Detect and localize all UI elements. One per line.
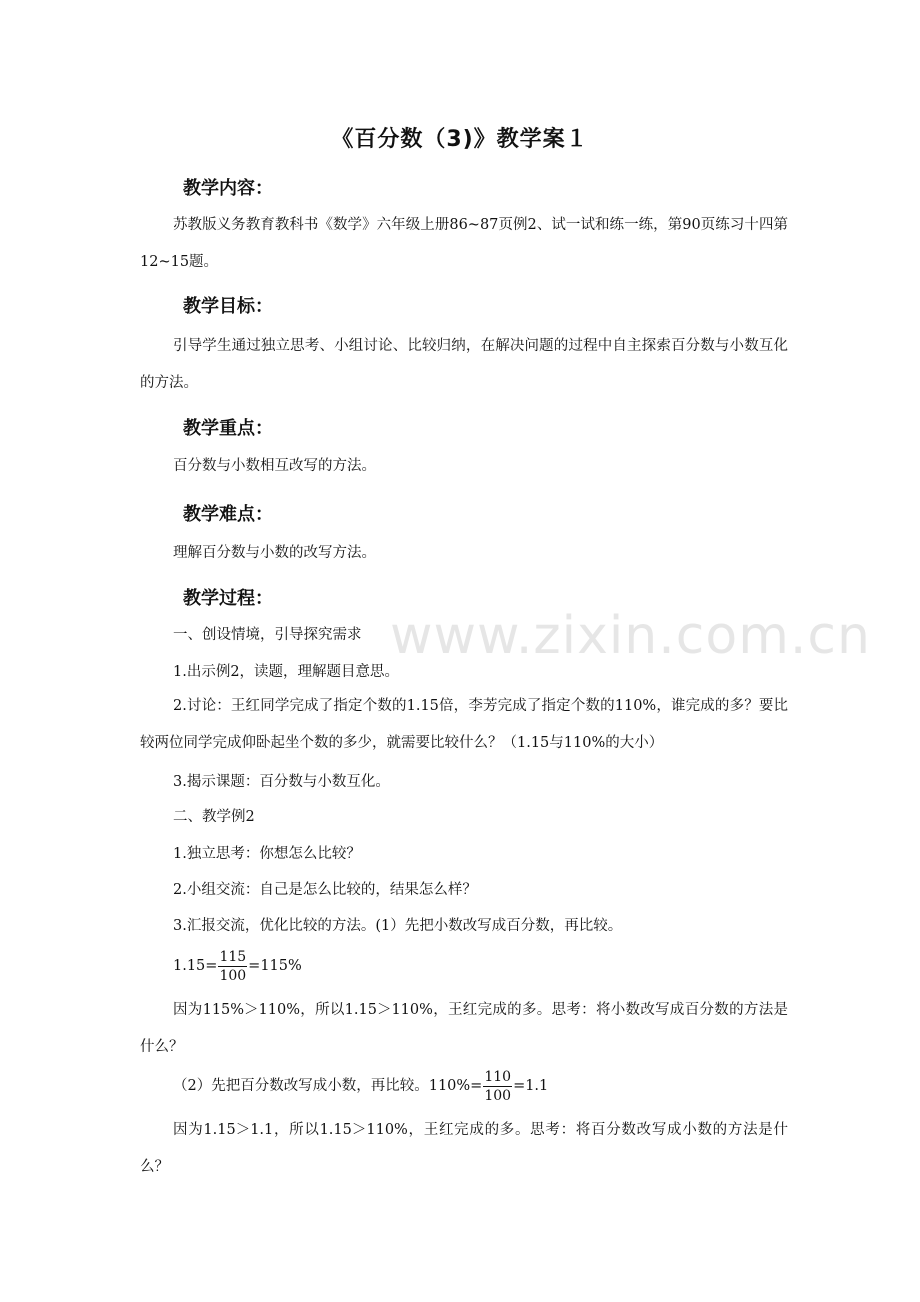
example-reason-1: 因为115%＞110%，所以1.15＞110%，王红完成的多。思考：将小数改写成百分数的方法是什么？ [140, 1002, 788, 1055]
fraction-denominator: 100 [484, 1087, 512, 1104]
example-item-3: 3.汇报交流，优化比较的方法。(1）先把小数改写成百分数，再比较。 [173, 918, 623, 934]
key-paragraph: 百分数与小数相互改写的方法。 [173, 458, 376, 474]
fraction [483, 1068, 512, 1105]
part2-title: 二、教学例2 [173, 809, 255, 825]
equation-right: =1.1 [513, 1078, 549, 1094]
example-item-2: 2.小组交流：自己是怎么比较的，结果怎么样？ [173, 882, 477, 898]
difficulty-paragraph: 理解百分数与小数的改写方法。 [173, 545, 376, 561]
fraction [218, 948, 247, 985]
fraction-numerator: 110 [484, 1068, 512, 1085]
equation-percent-to-decimal [173, 1066, 548, 1106]
fraction-numerator: 115 [219, 948, 247, 965]
equation-decimal-to-percent [173, 946, 302, 986]
heading-process: 教学过程： [183, 588, 273, 609]
example-item-1: 1.独立思考：你想怎么比较？ [173, 846, 361, 862]
content-paragraph: 苏教版义务教育教科书《数学》六年级上册86~87页例2、试一试和练一练，第90页练习十四第12~15题。 [140, 217, 788, 270]
heading-key: 教学重点： [183, 418, 273, 439]
equation-right: =115% [248, 958, 302, 974]
example-reason-2: 因为1.15＞1.1，所以1.15＞110%，王红完成的多。思考：将百分数改写成小数的方法是什么？ [140, 1122, 788, 1175]
heading-difficulty: 教学难点： [183, 504, 273, 525]
goal-paragraph: 引导学生通过独立思考、小组讨论、比较归纳，在解决问题的过程中自主探索百分数与小数互化的方法。 [140, 338, 788, 391]
heading-content: 教学内容： [183, 178, 273, 199]
process-item-3: 3.揭示课题：百分数与小数互化。 [173, 774, 390, 790]
watermark: www.zixin.com.cn [390, 606, 871, 666]
equation-text: （2）先把百分数改写成小数，再比较。110%= [173, 1078, 483, 1094]
process-item-1: 1.出示例2，读题，理解题目意思。 [173, 664, 400, 680]
part1-title: 一、创设情境，引导探究需求 [173, 627, 362, 643]
equation-left: 1.15= [173, 958, 218, 974]
process-item-2: 2.讨论：王红同学完成了指定个数的1.15倍，李芳完成了指定个数的110%，谁完成的多？要比较两位同学完成仰卧起坐个数的多少，就需要比较什么？（1.15与110%的大小） [140, 698, 788, 751]
document-title: 《百分数（3)》教学案１ [331, 127, 589, 152]
fraction-denominator: 100 [219, 967, 247, 984]
heading-goal: 教学目标： [183, 296, 273, 317]
